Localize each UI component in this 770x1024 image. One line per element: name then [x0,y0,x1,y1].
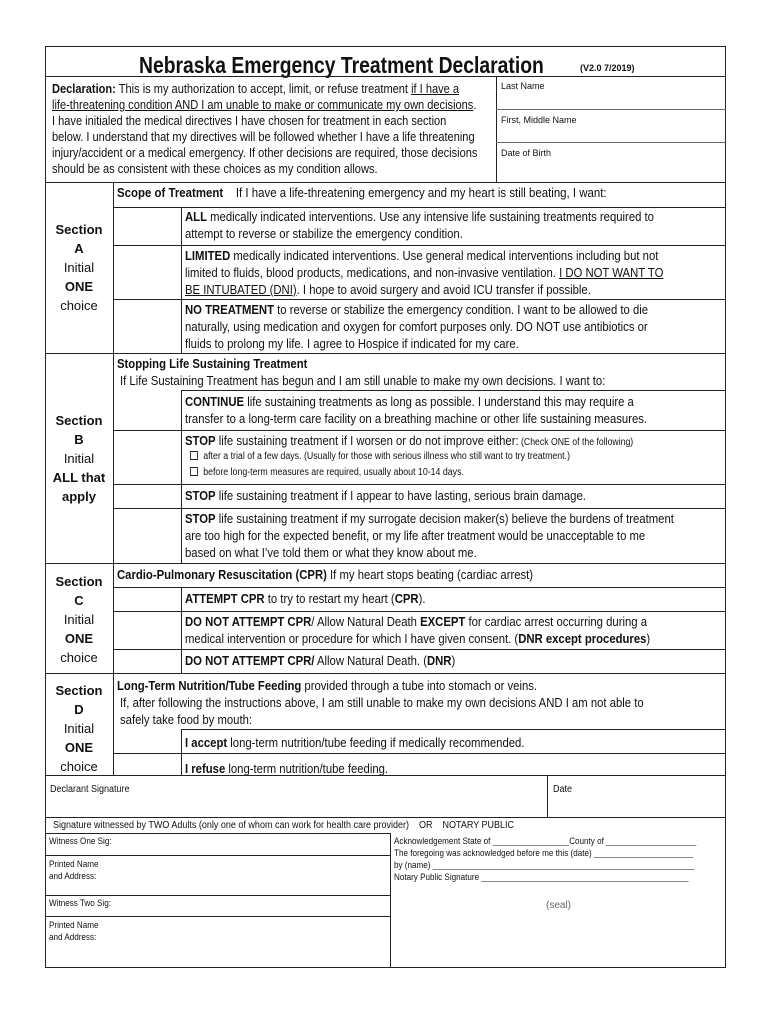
date-of-birth-label: Date of Birth [501,148,552,158]
section-d-header: Long-Term Nutrition/Tube Feeding provided through a tube into stomach or veins. [117,678,538,693]
section-d-divider [45,775,726,776]
date-of-birth-field[interactable] [497,158,725,180]
signature-date-field[interactable] [548,797,725,816]
section-c-dnr-except-initial-field[interactable] [114,612,180,648]
section-a-all-line-2: attempt to reverse or stabilize the emergency condition. [185,226,463,241]
notary-acknowledgement-area[interactable] [392,834,725,884]
section-a-no-treatment-line-2: naturally, using medication and oxygen for comfort purposes only. DO NOT use antibiotics or [185,319,648,334]
section-c-divider [45,673,726,674]
witness-two-sig-label: Witness Two Sig: [49,898,111,908]
witness-two-address-label: and Address: [49,932,97,942]
first-middle-name-label: First, Middle Name [501,115,577,125]
section-b-continue-initial-field[interactable] [114,391,180,429]
declaration-divider [45,182,726,183]
section-b-stop-surrogate-line-2: are too high for the expected benefit, or my life after treatment would be unacceptable to me [185,528,646,543]
first-middle-name-field[interactable] [497,125,725,141]
notary-seal-placeholder: (seal) [546,900,572,911]
declaration-line-5: injury/accident or a medical emergency. If other decisions are required, those decisions [52,145,478,160]
section-a-all-initial-field[interactable] [114,208,180,244]
witness-two-printed-name-label: Printed Name [49,920,99,930]
section-d-label: Section D Initial ONE choice [55,683,103,774]
section-b-continue-line-1: CONTINUE life sustaining treatments as long as possible. I understand this may require a [185,394,634,409]
witness-one-sig-label: Witness One Sig: [49,836,112,846]
section-a-no-treatment-line-1: NO TREATMENT to reverse or stabilize the emergency condition. I want to be allowed to die [185,302,649,317]
notary-ack-state-line: Acknowledgement State of _________________County of ____________________ [394,836,697,846]
section-a-label: Section A Initial ONE choice [55,222,103,313]
section-d-header-line-3: safely take food by mouth: [120,712,253,727]
section-a-header: Scope of Treatment If I have a life-threatening emergency and my heart is still beating, I want: [117,185,607,200]
date-label: Date [553,784,573,795]
section-d-refuse-line: I refuse long-term nutrition/tube feeding. [185,761,389,776]
section-c-dnr-except-line-2: medical intervention or procedure for which I have given consent. (DNR except procedures) [185,631,651,646]
declaration-line-6: should be as consistent with these choices as my condition allows. [52,161,378,176]
section-d-header-line-2: If, after following the instructions above, I am still unable to make my own decisions AND I am not able to [120,695,644,710]
section-b-header: Stopping Life Sustaining Treatment [117,356,308,371]
witness-one-address-label: and Address: [49,871,97,881]
section-c-dnr-line-1: DO NOT ATTEMPT CPR/ Allow Natural Death. (DNR) [185,653,456,668]
section-a-no-treatment-initial-field[interactable] [114,300,180,352]
declaration-line-1: Declaration: This is my authorization to accept, limit, or refuse treatment if I have a [52,81,460,96]
section-a-divider [45,353,726,354]
declaration-line-3: I have initialed the medical directives I have chosen for treatment in each section [52,113,447,128]
witness-one-signature-field[interactable] [120,835,388,853]
section-a-no-treatment-line-3: fluids to prolong my life. I agree to Hospice if indicated for my care. [185,336,519,351]
notary-foregoing-line: The foregoing was acknowledged before me this (date) ______________________ [394,848,694,858]
section-b-stop-surrogate-line-1: STOP life sustaining treatment if my surrogate decision maker(s) believe the burdens of treatment [185,511,674,526]
witness-header: Signature witnessed by TWO Adults (only one of whom can work for health care provider) OR NOTARY PUBLIC [53,820,515,831]
last-name-field[interactable] [497,92,725,108]
section-b-label: Section B Initial ALL that apply [52,413,106,504]
section-a-limited-line-3: BE INTUBATED (DNI). I hope to avoid surgery and avoid ICU transfer if possible. [185,282,591,297]
section-b-stop-worsen-initial-field[interactable] [114,431,180,483]
notary-by-name-line: by (name) __________________________________________________________ [394,860,694,870]
declaration-line-2: life-threatening condition AND I am unable to make or communicate my own decisions. [52,97,477,112]
section-d-refuse-initial-field[interactable] [114,754,180,774]
section-a-limited-line-2: limited to fluids, blood products, medications, and non-invasive ventilation. I DO NOT WANT TO [185,265,664,280]
trial-days-checkbox[interactable] [190,451,198,460]
section-b-stop-worsen-line-1: STOP life sustaining treatment if I worsen or do not improve either: (Check ONE of the following) [185,433,634,448]
section-b-check-trial-days: after a trial of a few days. (Usually for those with serious illness who still want to try treatment.) [190,451,570,463]
section-c-attempt-cpr-initial-field[interactable] [114,588,180,610]
section-b-stop-brain-initial-field[interactable] [114,485,180,507]
long-term-checkbox[interactable] [190,467,198,476]
section-c-label: Section C Initial ONE choice [55,574,103,665]
form-title: Nebraska Emergency Treatment Declaration [139,52,544,78]
witness-two-name-address-field[interactable] [120,918,388,966]
witness-two-signature-field[interactable] [120,897,388,915]
last-name-label: Last Name [501,81,545,91]
witness-one-name-address-field[interactable] [120,857,388,893]
declarant-signature-label: Declarant Signature [50,784,130,795]
section-b-header-line-2: If Life Sustaining Treatment has begun and I am still unable to make my own decisions. I want to: [120,373,606,388]
declaration-line-4: below. I understand that my directives will be followed whether I have a life threatening [52,129,475,144]
section-b-stop-brain-line-1: STOP life sustaining treatment if I appear to have lasting, serious brain damage. [185,488,586,503]
section-d-accept-initial-field[interactable] [114,730,180,752]
section-c-dnr-initial-field[interactable] [114,650,180,672]
form-version: (V2.0 7/2019) [580,63,635,73]
notary-signature-line: Notary Public Signature ______________________________________________ [394,872,689,882]
declarant-signature-field[interactable] [46,797,546,816]
title-divider [45,76,726,77]
section-a-limited-initial-field[interactable] [114,246,180,298]
section-d-accept-line: I accept long-term nutrition/tube feeding if medically recommended. [185,735,525,750]
section-a-all-line-1: ALL medically indicated interventions. Use any intensive life sustaining treatments required to [185,209,654,224]
witness-one-printed-name-label: Printed Name [49,859,99,869]
section-c-attempt-cpr-line-1: ATTEMPT CPR to try to restart my heart (CPR). [185,591,426,606]
section-b-continue-line-2: transfer to a long-term care facility on a breathing machine or other life sustaining measures. [185,411,648,426]
section-b-stop-surrogate-line-3: based on what I’ve told them or what they know about me. [185,545,477,560]
section-b-divider [45,563,726,564]
section-b-check-long-term: before long-term measures are required, usually about 10-14 days. [190,467,464,479]
section-c-dnr-except-line-1: DO NOT ATTEMPT CPR/ Allow Natural Death EXCEPT for cardiac arrest occurring during a [185,614,647,629]
section-c-header: Cardio-Pulmonary Resuscitation (CPR) If my heart stops beating (cardiac arrest) [117,567,534,582]
section-b-stop-surrogate-initial-field[interactable] [114,509,180,562]
section-a-limited-line-1: LIMITED medically indicated interventions. Use general medical interventions including but not [185,248,659,263]
